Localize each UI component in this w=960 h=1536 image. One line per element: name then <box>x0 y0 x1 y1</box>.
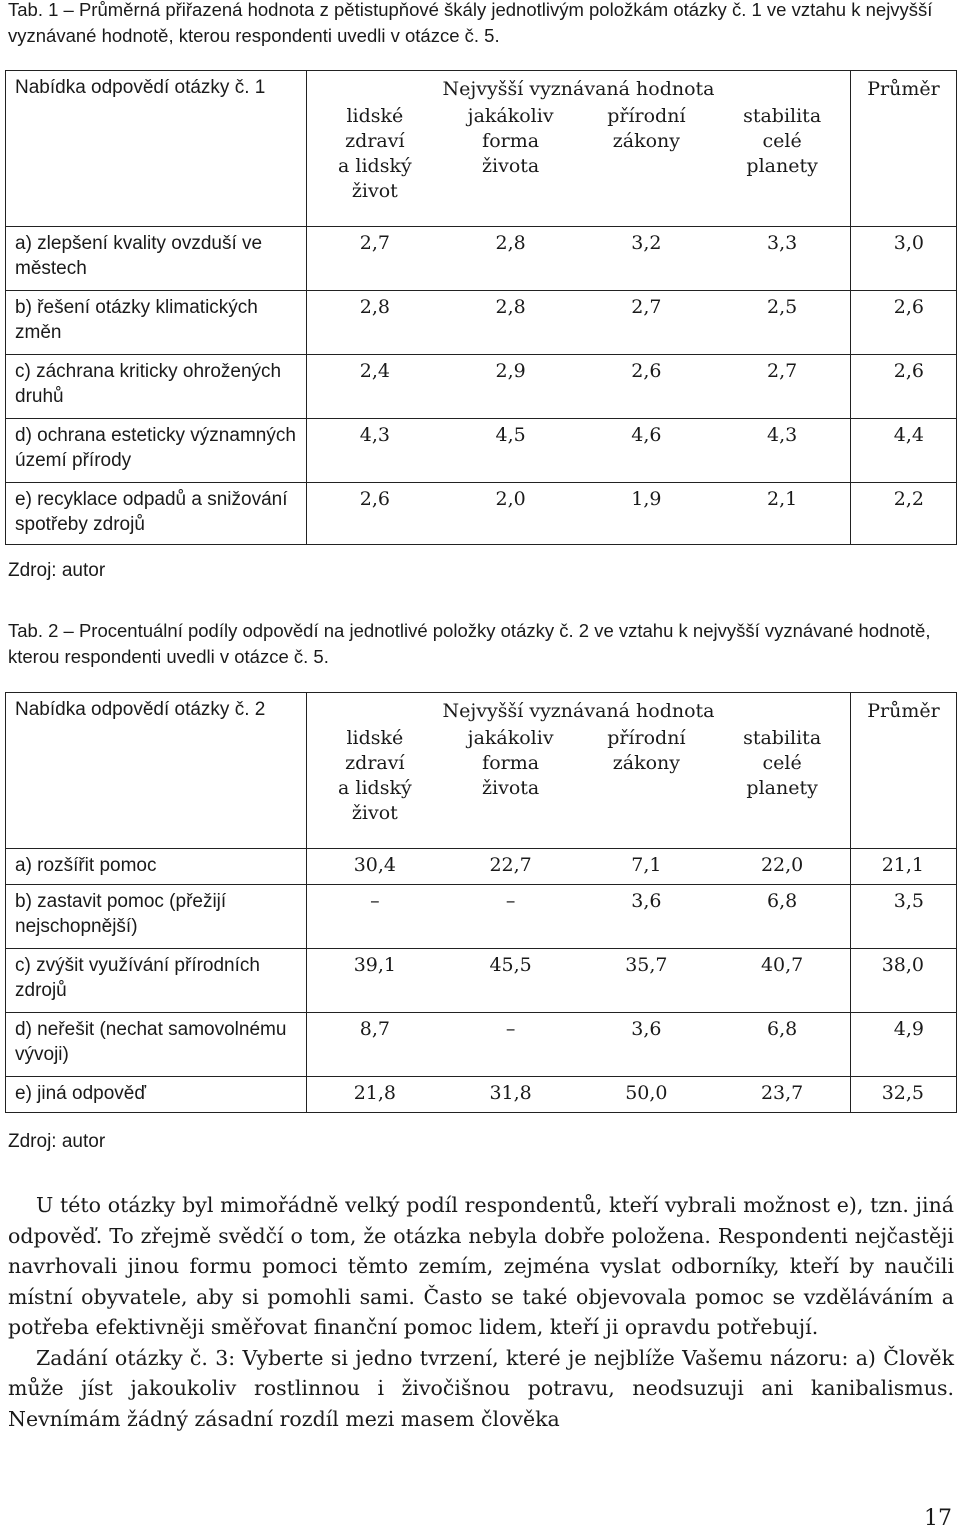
row-label: c) záchrana kriticky ohrožených druhů <box>6 355 307 419</box>
row-average: 38,0 <box>851 949 957 1013</box>
cell-value: – <box>505 890 516 912</box>
row-label: a) zlepšení kvality ovzduší ve městech <box>6 227 307 291</box>
row-average: 2,6 <box>851 355 957 419</box>
table1-col-header: jakákoliv forma života <box>467 105 554 177</box>
cell-value: 2,7 <box>631 296 662 318</box>
cell-value: 22,7 <box>489 854 532 876</box>
table-row <box>6 1013 957 1077</box>
cell-value: 2,5 <box>767 296 798 318</box>
cell-value: 2,8 <box>359 296 390 318</box>
row-average: 3,5 <box>851 885 957 949</box>
row-average: 4,9 <box>851 1013 957 1077</box>
row-average: 32,5 <box>851 1077 957 1113</box>
cell-value: 2,0 <box>495 488 526 510</box>
cell-value: 3,3 <box>767 232 798 254</box>
cell-value: 2,7 <box>359 232 390 254</box>
row-label: a) rozšířit pomoc <box>6 849 307 885</box>
row-average: 4,4 <box>851 419 957 483</box>
cell-value: 2,1 <box>767 488 798 510</box>
cell-value: 3,6 <box>631 890 662 912</box>
cell-value: 40,7 <box>760 954 804 976</box>
cell-value: 22,0 <box>760 854 804 876</box>
table2-caption: Tab. 2 – Procentuální podíly odpovědí na jednotlivé položky otázky č. 2 ve vztahu k nejvyšší vyznávané hodnotě, kterou respondenti uvedli v otázce č. 5. <box>8 620 931 667</box>
table-row <box>6 849 957 885</box>
cell-value: 2,6 <box>359 488 390 510</box>
table2-average-header: Průměr <box>867 700 940 722</box>
table2-source: Zdroj: autor <box>8 1131 106 1152</box>
cell-value: 2,7 <box>767 360 798 382</box>
table1-source: Zdroj: autor <box>8 560 106 581</box>
table-row <box>6 291 957 355</box>
page-number: 17 <box>924 1506 952 1531</box>
row-label: e) jiná odpověď <box>6 1077 307 1113</box>
body-paragraph: U této otázky byl mimořádně velký podíl respondentů, kteří vybrali možnost e), tzn. jiná odpověď. To zřejmě svědčí o tom, že otázka nebyla dobře položena. Respondenti nejčastěji navrhovali jinou formu pomoci těmto zemím, zejména vyslat odborníky, kteří by naučili místní obyvatele, aby si pomohli sami. Často se také objevovala pomoc se vzděláváním a potřeba efektivněji směřovat finanční pomoc lidem, kteří ji opravdu potřebují. <box>8 1193 954 1339</box>
table-row <box>6 1077 957 1113</box>
row-label: b) řešení otázky klimatických změn <box>6 291 307 355</box>
row-average: 21,1 <box>851 849 957 885</box>
table1-col-header: stabilita celé planety <box>743 105 822 177</box>
cell-value: 2,9 <box>495 360 526 382</box>
cell-value: 30,4 <box>353 854 397 876</box>
table-row <box>6 227 957 291</box>
cell-value: 8,7 <box>359 1018 390 1040</box>
cell-value: 23,7 <box>760 1082 804 1104</box>
cell-value: 2,8 <box>495 296 526 318</box>
body-text <box>8 1190 954 1434</box>
cell-value: 3,6 <box>631 1018 662 1040</box>
table2-col-header: stabilita celé planety <box>743 727 822 799</box>
table1-col-header: lidské zdraví a lidský život <box>338 105 412 202</box>
cell-value: 4,3 <box>767 424 798 446</box>
table2-group-header: Nejvyšší vyznávaná hodnota <box>442 700 715 722</box>
cell-value: 7,1 <box>631 854 662 876</box>
table2-row-header: Nabídka odpovědí otázky č. 2 <box>6 693 307 849</box>
table1-caption: Tab. 1 – Průměrná přiřazená hodnota z pětistupňové škály jednotlivým položkám otázky č. 1 ve vztahu k nejvyšší vyznávané hodnotě, kterou respondenti uvedli v otázce č. 5. <box>8 0 933 46</box>
cell-value: 6,8 <box>767 890 798 912</box>
table2 <box>5 692 957 1113</box>
cell-value: 4,5 <box>495 424 526 446</box>
row-label: d) neřešit (nechat samovolnému vývoji) <box>6 1013 307 1077</box>
cell-value: – <box>370 890 380 912</box>
table1 <box>5 70 957 545</box>
body-paragraph: Zadání otázky č. 3: Vyberte si jedno tvrzení, které je nejblíže Vašemu názoru: a) Člověk může jíst jakoukoliv rostlinnou i živočišnou potravu, neodsuzuji ani kanibalismus. Nevnímám žádný zásadní rozdíl mezi masem člověka <box>8 1345 954 1431</box>
row-average: 2,2 <box>851 483 957 545</box>
table-row <box>6 885 957 949</box>
table1-average-header: Průměr <box>867 78 940 100</box>
cell-value: 4,3 <box>359 424 390 446</box>
cell-value: – <box>505 1018 516 1040</box>
cell-value: 6,8 <box>767 1018 798 1040</box>
row-label: c) zvýšit využívání přírodních zdrojů <box>6 949 307 1013</box>
cell-value: 1,9 <box>631 488 662 510</box>
row-average: 2,6 <box>851 291 957 355</box>
table1-col-header: přírodní zákony <box>607 105 686 152</box>
cell-value: 50,0 <box>625 1082 668 1104</box>
table-row <box>6 419 957 483</box>
table1-group-header: Nejvyšší vyznávaná hodnota <box>442 78 715 100</box>
cell-value: 21,8 <box>353 1082 397 1104</box>
cell-value: 2,6 <box>631 360 662 382</box>
cell-value: 2,4 <box>359 360 390 382</box>
table-row <box>6 949 957 1013</box>
cell-value: 4,6 <box>631 424 662 446</box>
cell-value: 39,1 <box>353 954 397 976</box>
cell-value: 31,8 <box>489 1082 532 1104</box>
cell-value: 3,2 <box>631 232 662 254</box>
cell-value: 45,5 <box>489 954 532 976</box>
cell-value: 2,8 <box>495 232 526 254</box>
cell-value: 35,7 <box>625 954 668 976</box>
table2-col-header: lidské zdraví a lidský život <box>338 727 412 824</box>
row-average: 3,0 <box>851 227 957 291</box>
row-label: e) recyklace odpadů a snižování spotřeby zdrojů <box>6 483 307 545</box>
table1-row-header: Nabídka odpovědí otázky č. 1 <box>6 71 307 227</box>
row-label: d) ochrana esteticky významných území přírody <box>6 419 307 483</box>
table-row <box>6 483 957 545</box>
table2-col-header: jakákoliv forma života <box>467 727 554 799</box>
table2-col-header: přírodní zákony <box>607 727 686 774</box>
row-label: b) zastavit pomoc (přežijí nejschopnější) <box>6 885 307 949</box>
table-row <box>6 355 957 419</box>
